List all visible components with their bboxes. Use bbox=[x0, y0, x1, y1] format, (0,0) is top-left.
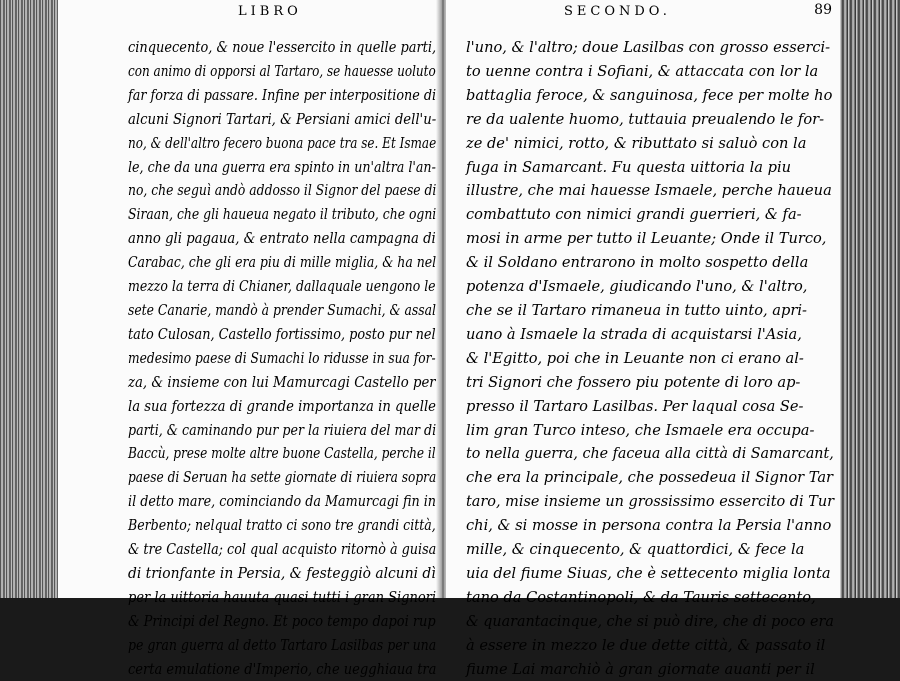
text-line: fuga in Samarcant. Fu questa uittoria la piu bbox=[466, 158, 792, 176]
text-line: tri Signori che fossero piu potente di loro ap- bbox=[466, 373, 801, 391]
text-line: potenza d'Ismaele, giudicando l'uno, & l'altro, bbox=[466, 278, 808, 296]
text-line: parti, & caminando pur per la riuiera del mar di bbox=[128, 421, 437, 439]
text-line: che se il Tartaro rimaneua in tutto uinto, apri- bbox=[466, 301, 807, 319]
text-line: Berbento; nelqual tratto ci sono tre grandi città, bbox=[128, 517, 436, 535]
text-line: & Principi del Regno. Et poco tempo dapoi rup bbox=[128, 612, 436, 630]
text-line: & quarantacinque, che si può dire, che di poco era bbox=[466, 612, 834, 630]
text-line: mezzo la terra di Chianer, dallaquale uengono le bbox=[128, 278, 436, 296]
text-line: presso il Tartaro Lasilbas. Per laqual cosa Se- bbox=[466, 397, 804, 415]
text-line: & l'Egitto, poi che in Leuante non ci erano al- bbox=[466, 349, 804, 367]
text-line: Carabac, che gli era piu di mille miglia, & ha nel bbox=[128, 254, 437, 272]
text-line: mosi in arme per tutto il Leuante; Onde il Turco, bbox=[466, 230, 827, 248]
text-line: illustre, che mai hauesse Ismaele, perche haueua bbox=[466, 182, 832, 200]
right-page bbox=[446, 0, 840, 678]
text-line: tano da Costantinopoli, & da Tauris settecento, bbox=[466, 588, 816, 606]
text-line: alcuni Signori Tartari, & Persiani amici dell'u- bbox=[128, 110, 437, 128]
text-line: anno gli pagaua, & entrato nella campagna di bbox=[128, 230, 436, 248]
right-page-edges bbox=[840, 0, 900, 598]
text-line: per la uittoria hauuta quasi tutti i gran Signori bbox=[128, 588, 437, 606]
text-line: battaglia feroce, & sanguinosa, fece per molte ho bbox=[466, 86, 833, 104]
text-line: medesimo paese di Sumachi lo ridusse in sua for- bbox=[128, 349, 436, 367]
text-line: to uenne contra i Sofiani, & attaccata con lor la bbox=[466, 62, 819, 80]
text-line: con animo di opporsi al Tartaro, se hauesse uoluto bbox=[128, 62, 436, 80]
text-line: certa emulatione d'Imperio, che uegghiaua tra bbox=[128, 660, 437, 678]
text-line: paese di Seruan ha sette giornate di riuiera sopra bbox=[128, 469, 437, 487]
text-line: combattuto con nimici grandi guerrieri, & fa- bbox=[466, 206, 802, 224]
left-page-text bbox=[128, 36, 436, 681]
text-line: chi, & si mosse in persona contra la Persia l'anno bbox=[466, 517, 832, 535]
text-line: far forza di passare. Infine per interpositione di bbox=[128, 86, 437, 104]
text-line: uia del fiume Siuas, che è settecento miglia lonta bbox=[466, 564, 831, 582]
text-line: la sua fortezza di grande importanza in quelle bbox=[128, 397, 436, 415]
text-line: cinquecento, & noue l'essercito in quelle parti, bbox=[128, 39, 437, 56]
text-line: mille, & cinquecento, & quattordici, & fece la bbox=[466, 541, 805, 559]
text-line: to nella guerra, che faceua alla città di Samarcant, bbox=[466, 445, 834, 463]
text-line: le, che da una guerra era spinto in un'altra l'an- bbox=[128, 158, 436, 176]
left-page-edges bbox=[0, 0, 58, 598]
right-running-head: SECONDO. bbox=[564, 4, 671, 19]
left-page bbox=[58, 0, 440, 678]
text-line: il detto mare, cominciando da Mamurcagi fin in bbox=[128, 493, 437, 511]
text-line: l'uno, & l'altro; doue Lasilbas con grosso esserci- bbox=[466, 39, 831, 56]
page-number: 89 bbox=[814, 2, 832, 18]
text-line: che era la principale, che possedeua il Signor Tar bbox=[466, 469, 834, 487]
text-line: Baccù, prese molte altre buone Castella, perche il bbox=[128, 445, 436, 463]
text-line: no, che seguì andò addosso il Signor del paese di bbox=[128, 182, 437, 200]
text-line: & tre Castella; col qual acquisto ritornò à guisa bbox=[128, 541, 437, 559]
text-line: & il Soldano entrarono in molto sospetto della bbox=[466, 254, 809, 272]
left-running-head: LIBRO bbox=[238, 4, 302, 19]
text-line: fiume Lai marchiò à gran giornate auanti per il bbox=[466, 660, 815, 678]
text-line: pe gran guerra al detto Tartaro Lasilbas per una bbox=[128, 636, 437, 654]
text-line: à essere in mezzo le due dette città, & passato il bbox=[466, 636, 826, 654]
text-line: lim gran Turco inteso, che Ismaele era occupa- bbox=[466, 421, 815, 439]
text-line: re da ualente huomo, tuttauia preualendo le for- bbox=[466, 110, 825, 128]
text-line: ze de' nimici, rotto, & ributtato si saluò con la bbox=[466, 134, 807, 152]
text-line: Siraan, che gli haueua negato il tributo, che ogni bbox=[128, 206, 437, 224]
text-line: tato Culosan, Castello fortissimo, posto pur nel bbox=[128, 325, 436, 343]
text-line: no, & dell'altro fecero buona pace tra se. Et Ismae bbox=[128, 134, 437, 152]
text-line: taro, mise insieme un grossissimo essercito di Tur bbox=[466, 493, 835, 511]
right-page-text bbox=[466, 36, 834, 681]
text-line: sete Canarie, mandò à prender Sumachi, & assal bbox=[128, 301, 436, 319]
text-line: za, & insieme con lui Mamurcagi Castello per bbox=[128, 373, 436, 391]
text-line: di trionfante in Persia, & festeggiò alcuni dì bbox=[128, 564, 436, 582]
text-line: uano à Ismaele la strada di acquistarsi l'Asia, bbox=[466, 325, 802, 343]
